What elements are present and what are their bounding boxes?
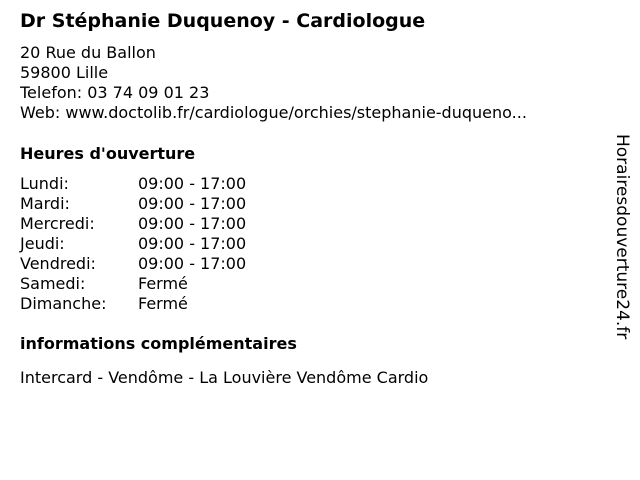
hours-row-monday bbox=[20, 174, 605, 194]
day-hours: 09:00 - 17:00 bbox=[138, 234, 247, 253]
city-postcode: 59800 Lille bbox=[20, 63, 109, 82]
day-hours: 09:00 - 17:00 bbox=[138, 194, 247, 213]
street-address: 20 Rue du Ballon bbox=[20, 43, 156, 62]
hours-heading: Heures d'ouverture bbox=[20, 144, 196, 163]
day-label: Vendredi: bbox=[20, 254, 96, 273]
day-label: Dimanche: bbox=[20, 294, 107, 313]
day-hours: 09:00 - 17:00 bbox=[138, 174, 247, 193]
hours-table bbox=[20, 174, 605, 314]
info-heading: informations complémentaires bbox=[20, 334, 297, 353]
phone-number: Telefon: 03 74 09 01 23 bbox=[20, 83, 210, 102]
day-label: Mardi: bbox=[20, 194, 70, 213]
day-hours: 09:00 - 17:00 bbox=[138, 254, 247, 273]
hours-row-sunday bbox=[20, 294, 605, 314]
site-watermark: Horairesdouverture24.fr bbox=[612, 134, 632, 340]
day-hours: Fermé bbox=[138, 294, 188, 313]
day-hours: Fermé bbox=[138, 274, 188, 293]
business-card bbox=[20, 8, 605, 388]
hours-row-wednesday bbox=[20, 214, 605, 234]
day-label: Samedi: bbox=[20, 274, 86, 293]
business-name: Dr Stéphanie Duquenoy - Cardiologue bbox=[20, 10, 426, 32]
day-label: Lundi: bbox=[20, 174, 69, 193]
hours-row-tuesday bbox=[20, 194, 605, 214]
day-hours: 09:00 - 17:00 bbox=[138, 214, 247, 233]
hours-row-thursday bbox=[20, 234, 605, 254]
day-label: Mercredi: bbox=[20, 214, 95, 233]
website-link[interactable]: Web: www.doctolib.fr/cardiologue/orchies/stephanie-duqueno... bbox=[20, 103, 527, 122]
day-label: Jeudi: bbox=[20, 234, 65, 253]
hours-row-saturday bbox=[20, 274, 605, 294]
hours-row-friday bbox=[20, 254, 605, 274]
info-text: Intercard - Vendôme - La Louvière Vendôme Cardio bbox=[20, 368, 429, 387]
